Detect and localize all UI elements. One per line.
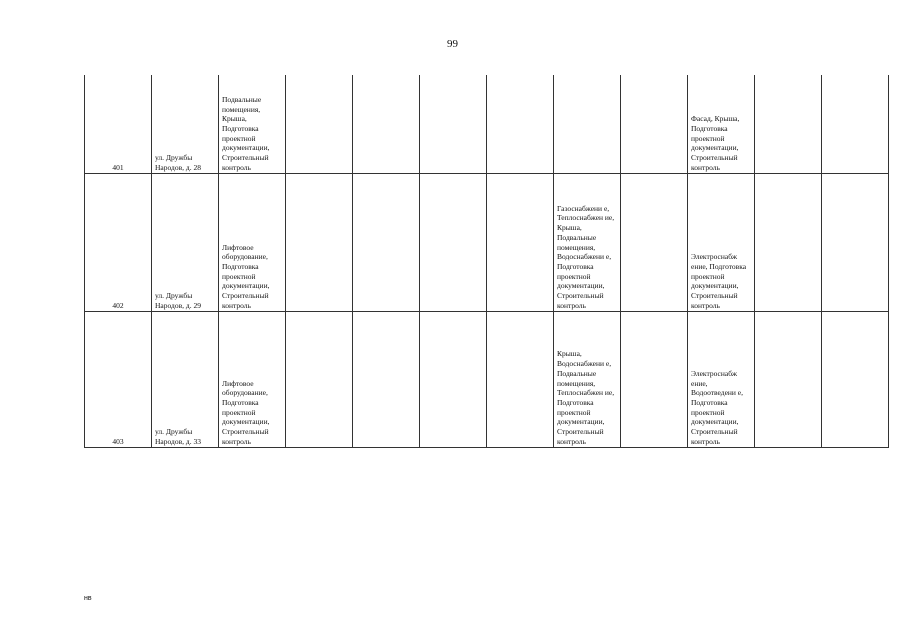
address-cell [152, 311, 219, 447]
works-text: Подвальные помещения, Крыша, Подготовка проектной документации, Строительный контроль [222, 94, 270, 172]
empty-cell [755, 173, 822, 311]
address-cell [152, 173, 219, 311]
works-text: Лифтовое оборудование, Подготовка проектной документации, Строительный контроль [222, 242, 270, 310]
empty-cell [353, 173, 420, 311]
empty-cell [487, 311, 554, 447]
row-number: 402 [85, 173, 152, 311]
table-row [85, 311, 889, 447]
empty-cell [286, 311, 353, 447]
works-text: Крыша, Водоснабжени е, Подвальные помещения, Теплоснабжен ие, Подготовка проектной документации, Строительный контроль [557, 349, 615, 446]
empty-cell [822, 311, 889, 447]
empty-cell [286, 75, 353, 173]
empty-cell [487, 75, 554, 173]
works-cell [554, 311, 621, 447]
page-number: 99 [447, 38, 458, 50]
empty-cell [420, 75, 487, 173]
works-text: Электроснабж ение, Водоотведени е, Подготовка проектной документации, Строительный контроль [691, 368, 744, 446]
empty-cell [755, 311, 822, 447]
table-row [85, 173, 889, 311]
empty-cell [755, 75, 822, 173]
works-cell [688, 173, 755, 311]
row-number: 401 [85, 75, 152, 173]
works-text: Газоснабжени е, Теплоснабжен ие, Крыша, Подвальные помещения, Водоснабжени е, Подготовка проектной документации, Строительный контроль [557, 203, 615, 310]
works-cell [554, 75, 621, 173]
address-street: ул. Дружбы [155, 153, 193, 163]
address-cell [152, 75, 219, 173]
works-cell [219, 311, 286, 447]
address-street: ул. Дружбы [155, 291, 193, 301]
works-table [84, 75, 889, 448]
table-row [85, 75, 889, 173]
empty-cell [822, 173, 889, 311]
works-text: Фасад, Крыша, Подготовка проектной документации, Строительный контроль [691, 114, 740, 172]
empty-cell [487, 173, 554, 311]
works-cell [219, 173, 286, 311]
address-house: Народов, д. 28 [155, 162, 201, 172]
address-house: Народов, д. 33 [155, 436, 201, 446]
works-cell [688, 311, 755, 447]
empty-cell [420, 311, 487, 447]
address-street: ул. Дружбы [155, 427, 193, 437]
works-cell [219, 75, 286, 173]
empty-cell [420, 173, 487, 311]
empty-cell [621, 311, 688, 447]
works-cell [688, 75, 755, 173]
empty-cell [353, 311, 420, 447]
footer-mark: нв [84, 595, 92, 602]
row-number: 403 [85, 311, 152, 447]
empty-cell [621, 75, 688, 173]
empty-cell [822, 75, 889, 173]
works-text: Лифтовое оборудование, Подготовка проектной документации, Строительный контроль [222, 378, 270, 446]
works-cell [554, 173, 621, 311]
works-text: Электроснабж ение, Подготовка проектной документации, Строительный контроль [691, 252, 747, 310]
address-house: Народов, д. 29 [155, 300, 201, 310]
empty-cell [353, 75, 420, 173]
empty-cell [621, 173, 688, 311]
empty-cell [286, 173, 353, 311]
